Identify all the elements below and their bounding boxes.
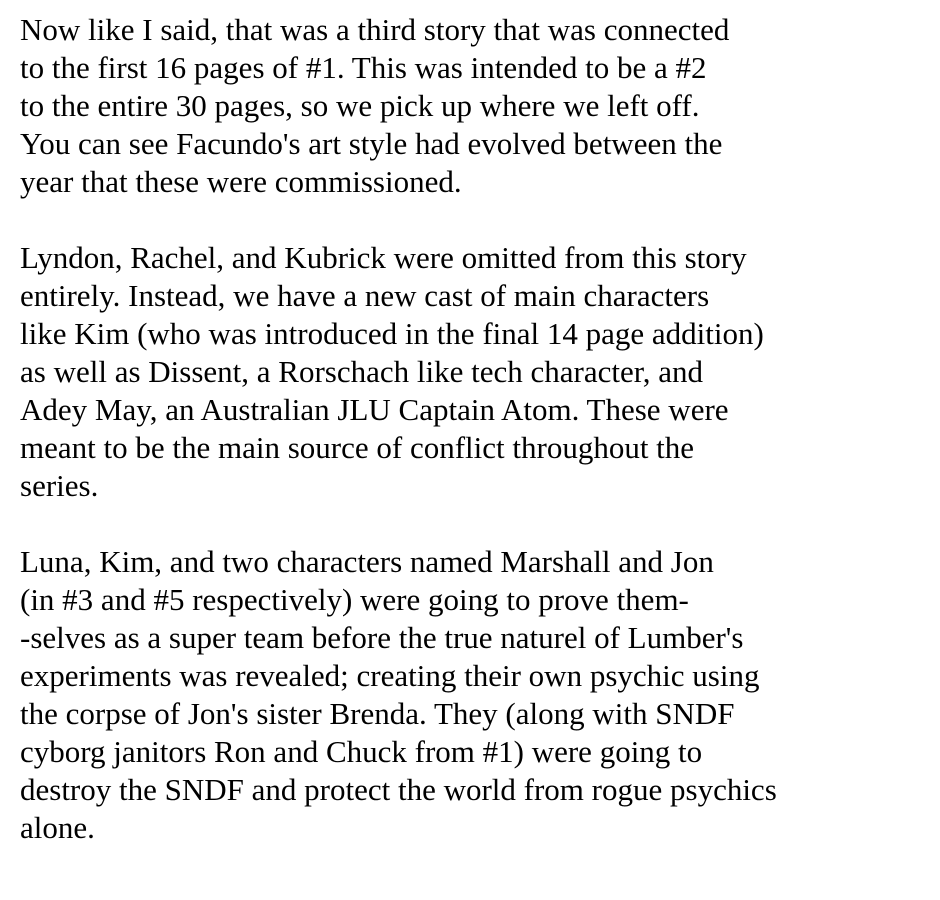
text-line: entirely. Instead, we have a new cast of main characters: [20, 278, 710, 313]
text-line: (in #3 and #5 respectively) were going to prove them-: [20, 582, 689, 617]
text-line: year that these were commissioned.: [20, 164, 462, 199]
text-line: Lyndon, Rachel, and Kubrick were omitted from this story: [20, 240, 747, 275]
text-line: You can see Facundo's art style had evolved between the: [20, 126, 723, 161]
text-line: like Kim (who was introduced in the final 14 page addition): [20, 316, 764, 351]
text-line: experiments was revealed; creating their own psychic using: [20, 658, 760, 693]
text-line: to the entire 30 pages, so we pick up where we left off.: [20, 88, 700, 123]
text-line: the corpse of Jon's sister Brenda. They (along with SNDF: [20, 696, 735, 731]
text-line: series.: [20, 468, 99, 503]
paragraph: [20, 239, 920, 505]
text-line: Now like I said, that was a third story that was connected: [20, 12, 730, 47]
text-line: Luna, Kim, and two characters named Marshall and Jon: [20, 544, 714, 579]
text-line: destroy the SNDF and protect the world from rogue psychics: [20, 772, 777, 807]
text-line: Adey May, an Australian JLU Captain Atom. These were: [20, 392, 729, 427]
paragraph: [20, 11, 920, 201]
text-line: as well as Dissent, a Rorschach like tech character, and: [20, 354, 704, 389]
text-line: cyborg janitors Ron and Chuck from #1) were going to: [20, 734, 703, 769]
text-line: meant to be the main source of conflict throughout the: [20, 430, 695, 465]
paragraph: [20, 543, 920, 847]
text-line: to the first 16 pages of #1. This was intended to be a #2: [20, 50, 707, 85]
text-line: alone.: [20, 810, 95, 845]
text-line: -selves as a super team before the true naturel of Lumber's: [20, 620, 744, 655]
